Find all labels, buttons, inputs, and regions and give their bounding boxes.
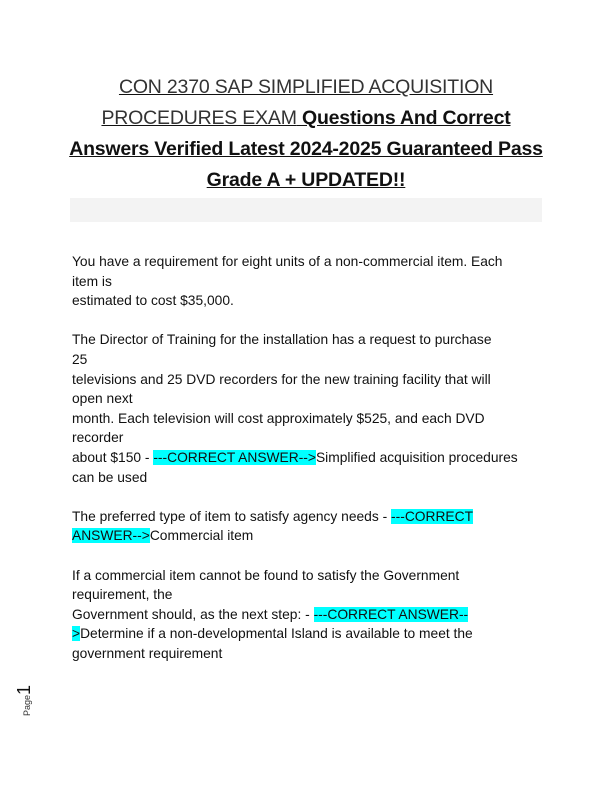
intro-line: You have a requirement for eight units of a non-commercial item. Each (72, 254, 503, 269)
intro-paragraph (72, 252, 542, 311)
intro-line: item is (72, 273, 112, 289)
question-1-line: televisions and 25 DVD recorders for the new training facility that will (72, 371, 491, 387)
document-title (60, 72, 552, 196)
answer-1-text: Simplified acquisition procedures (315, 449, 518, 465)
correct-answer-marker: > (72, 626, 81, 642)
correct-answer-marker: ANSWER--> (72, 528, 150, 544)
question-1-line: month. Each television will cost approximately $525, and each DVD (72, 410, 485, 426)
intro-line: estimated to cost $35,000. (72, 293, 234, 309)
question-2 (72, 507, 542, 546)
question-1-line: The Director of Training for the installation has a request to purchase (72, 332, 492, 348)
answer-3-text: government requirement (72, 645, 223, 661)
question-1-line: recorder (72, 430, 124, 446)
question-1-line: open next (72, 391, 133, 407)
question-3-line: If a commercial item cannot be found to satisfy the Government (72, 567, 460, 583)
question-2-text: The preferred type of item to satisfy agency needs - (72, 508, 392, 524)
shaded-divider (70, 198, 542, 222)
answer-3-text: Determine if a non-developmental Island is available to meet the (80, 626, 473, 642)
question-3-line: Government should, as the next step: - (72, 606, 314, 622)
answer-2-text: Commercial item (149, 528, 254, 544)
correct-answer-marker: ---CORRECT ANSWER-- (313, 606, 469, 622)
document-body (72, 252, 542, 683)
page-word: Page (22, 694, 32, 716)
question-3 (72, 566, 542, 664)
title-subtitle: Questions And Correct Answers Verified Latest 2024-2025 Guaranteed Pass Grade A + UPDATED!! (69, 107, 543, 191)
page-number: 1 (14, 684, 34, 695)
question-3-line: requirement, the (72, 587, 173, 603)
correct-answer-marker: ---CORRECT ANSWER--> (153, 449, 316, 465)
question-1 (72, 330, 542, 487)
answer-1-text: can be used (72, 469, 148, 485)
correct-answer-marker: ---CORRECT (391, 508, 474, 524)
title-course-name: CON 2370 SAP SIMPLIFIED ACQUISITION PROCEDURES EXAM (101, 76, 494, 129)
question-1-line: 25 (72, 351, 88, 367)
page-number-label (14, 685, 35, 716)
question-1-line: about $150 - (72, 449, 154, 465)
